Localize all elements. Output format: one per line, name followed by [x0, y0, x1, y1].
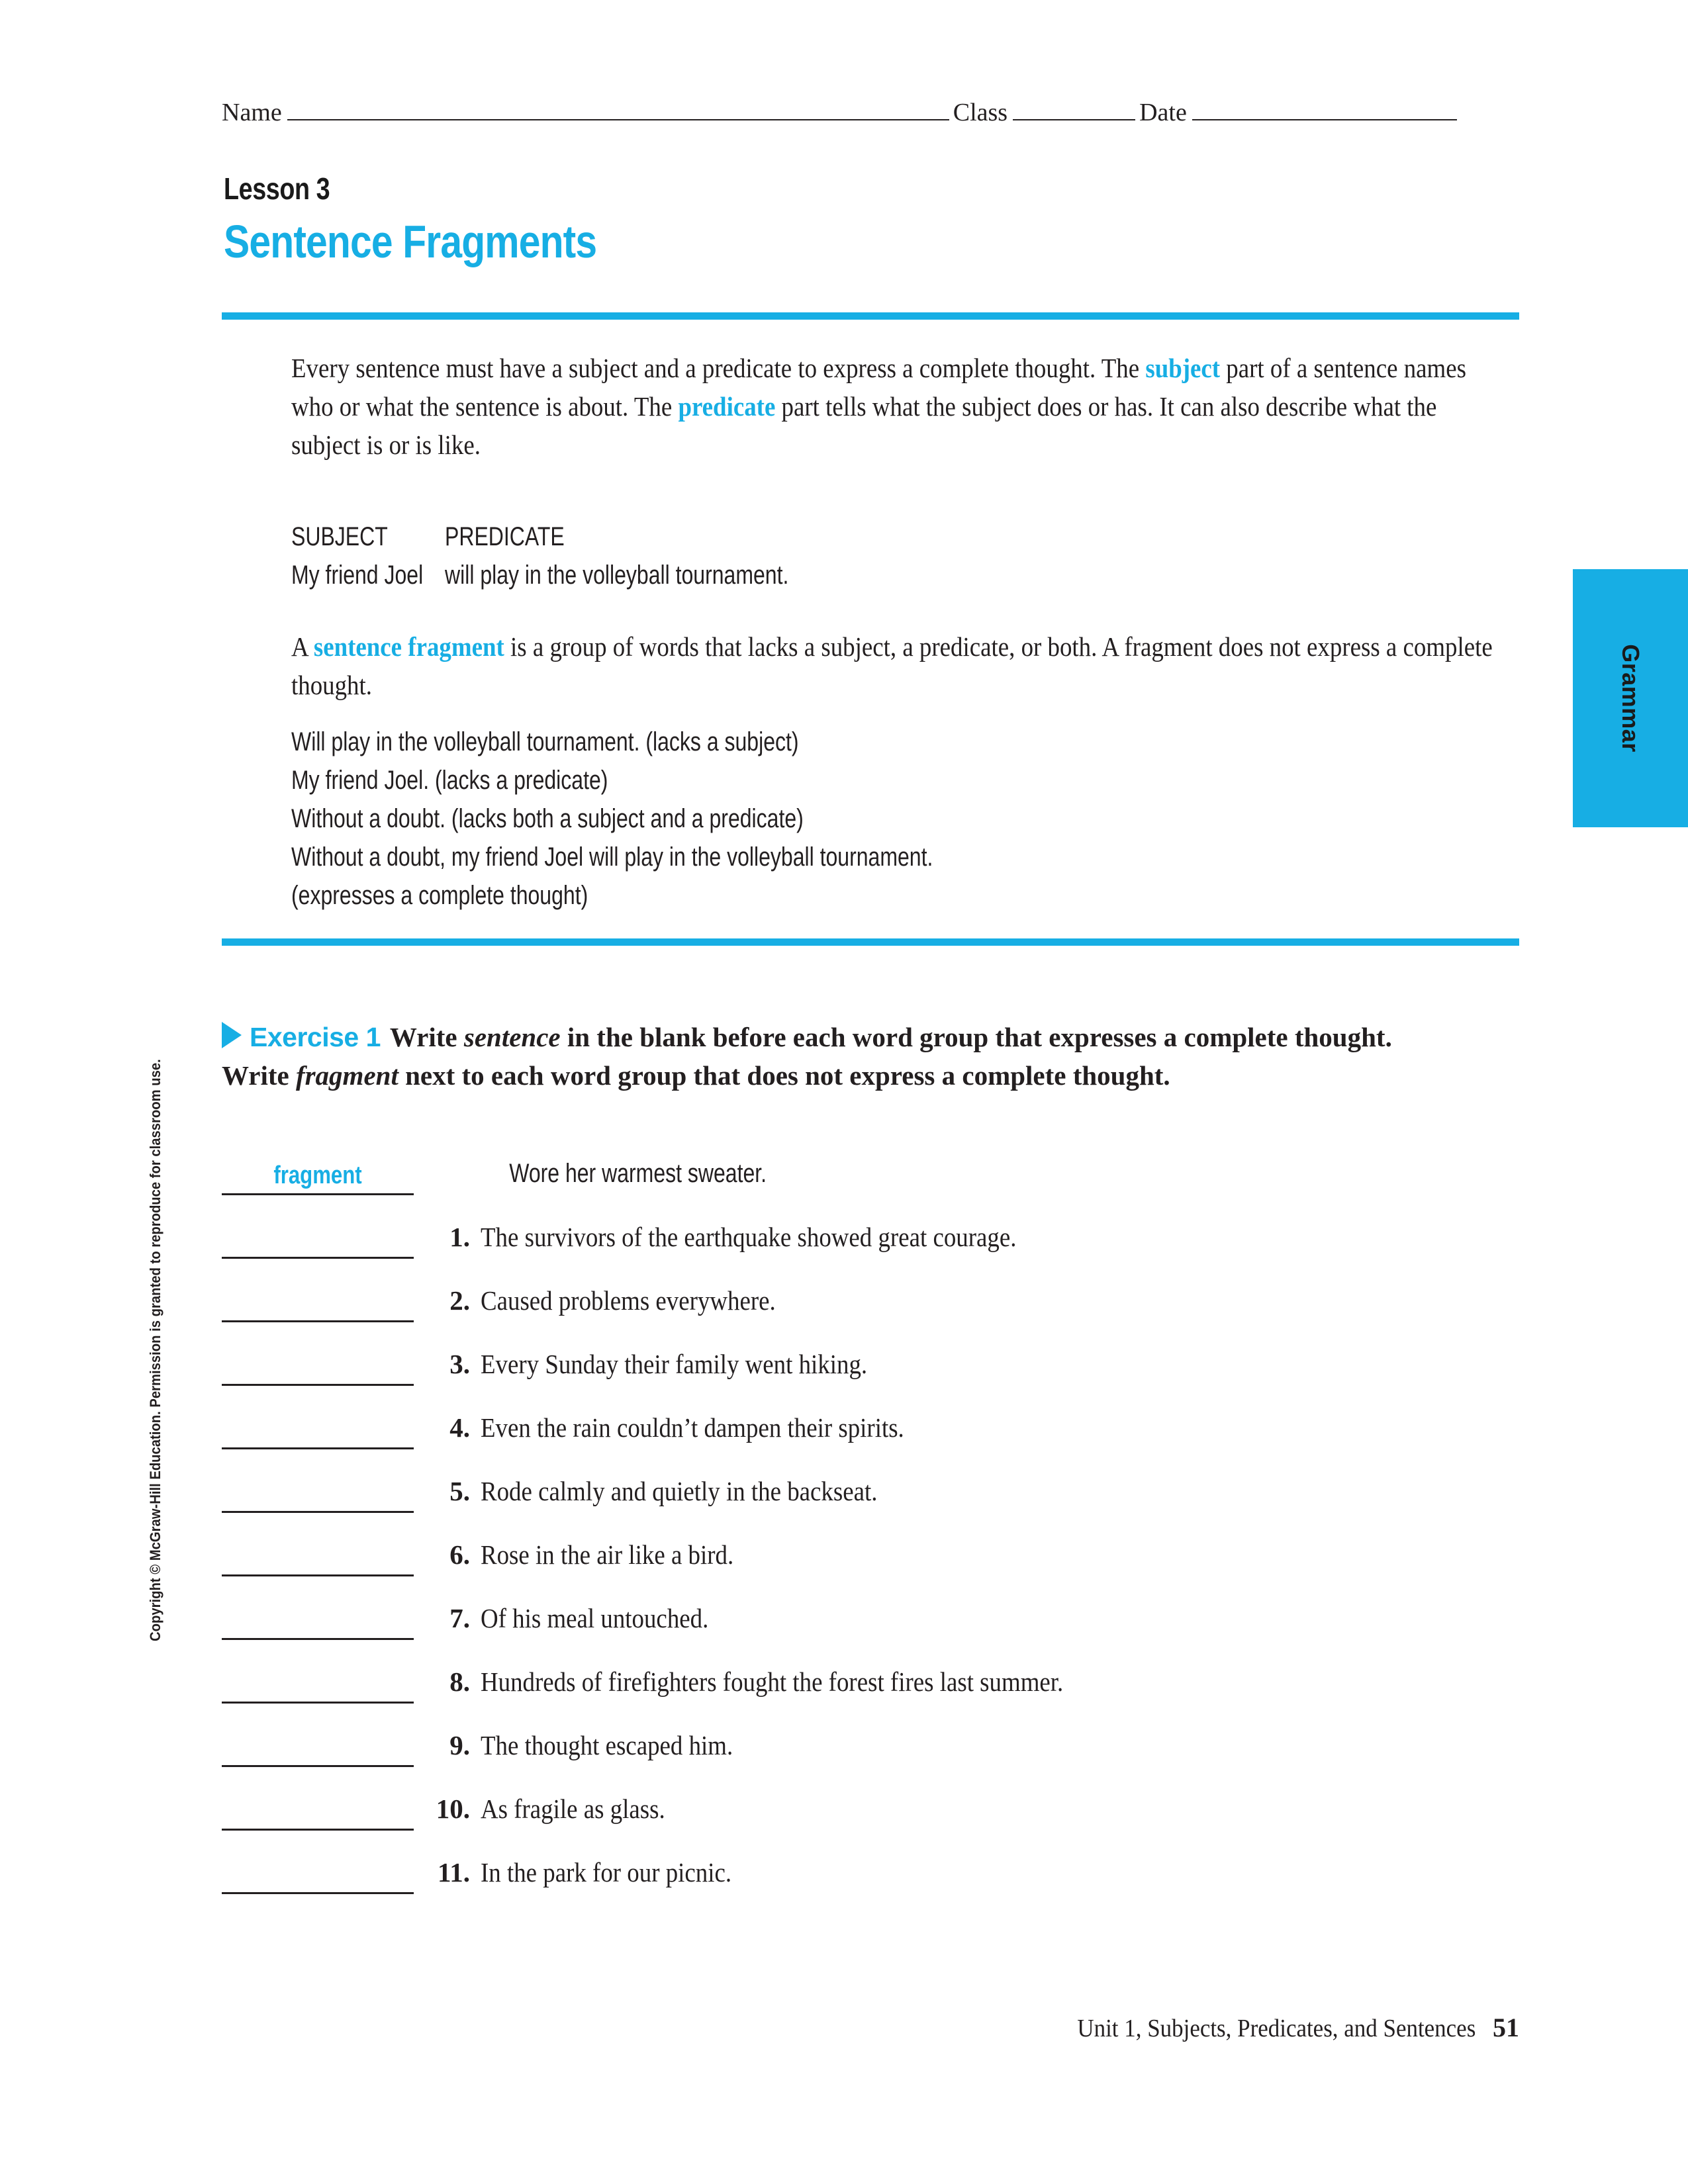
answer-blank-rule [222, 1765, 414, 1767]
directions-text-b: in the blank before each word group that expresses a complete thought. Write [222, 1022, 1392, 1091]
item-text: As fragile as glass. [481, 1794, 665, 1824]
list-item [222, 1725, 1479, 1788]
exercise-number-label: Exercise 1 [250, 1022, 381, 1052]
answer-blank-rule [222, 1193, 414, 1195]
list-item [222, 1852, 1479, 1915]
item-number: 2. [449, 1285, 470, 1316]
item-text: The thought escaped him. [481, 1730, 733, 1760]
item-number: 4. [449, 1412, 470, 1443]
student-info-header [222, 98, 1519, 127]
item-text: Wore her warmest sweater. [509, 1159, 767, 1188]
answer-blank[interactable] [222, 1280, 424, 1326]
top-blue-divider [222, 312, 1519, 320]
answer-blank-rule [222, 1638, 414, 1640]
grammar-side-tab-label: Grammar [1617, 644, 1644, 752]
fragment-example-line: Without a doubt. (lacks both a subject and a predicate) [291, 804, 804, 833]
directions-text-a: Write [389, 1022, 464, 1052]
answer-blank-rule [222, 1320, 414, 1322]
table-cell-subject: My friend Joel [291, 561, 424, 590]
item-text: Caused problems everywhere. [481, 1285, 776, 1316]
answer-blank-rule [222, 1384, 414, 1386]
class-blank-rule[interactable] [1013, 118, 1135, 120]
table-header-subject: SUBJECT [291, 522, 388, 551]
answer-blank[interactable] [222, 1153, 424, 1199]
answer-blank[interactable] [222, 1598, 424, 1644]
directions-emphasis-fragment: fragment [295, 1060, 399, 1091]
lesson-label: Lesson 3 [224, 171, 330, 206]
subject-predicate-table [291, 518, 913, 594]
list-item [222, 1343, 1479, 1407]
list-item [222, 1216, 1479, 1280]
answer-blank-rule [222, 1702, 414, 1704]
answer-blank[interactable] [222, 1725, 424, 1771]
keyword-sentence-fragment: sentence fragment [313, 631, 504, 662]
fragment-example-line: My friend Joel. (lacks a predicate) [291, 766, 608, 795]
keyword-predicate: predicate [678, 391, 776, 422]
instruction-p1-text-c: part tells what the subject does or has. It can also describe what the subject is or is like. [291, 391, 1437, 460]
table-row [291, 556, 913, 594]
item-number: 11. [438, 1857, 470, 1888]
instruction-paragraph-2 [291, 627, 1503, 704]
item-number: 3. [449, 1349, 470, 1379]
bottom-blue-divider [222, 938, 1519, 946]
list-item [222, 1153, 1479, 1216]
fragment-example-line: Will play in the volleyball tournament. (lacks a subject) [291, 727, 799, 756]
answer-blank[interactable] [222, 1343, 424, 1390]
answer-blank[interactable] [222, 1471, 424, 1517]
name-label: Name [222, 99, 282, 126]
directions-emphasis-sentence: sentence [463, 1022, 561, 1052]
copyright-text: Copyright © McGraw-Hill Education. Permission is granted to reproduce for classroom use. [147, 1059, 164, 1641]
list-item [222, 1661, 1479, 1725]
answer-blank[interactable] [222, 1534, 424, 1580]
answer-blank-rule [222, 1257, 414, 1259]
page-title: Sentence Fragments [224, 216, 597, 267]
fragment-examples-list [291, 723, 1549, 915]
item-number: 10. [436, 1794, 470, 1824]
item-text: Even the rain couldn’t dampen their spirits. [481, 1412, 904, 1443]
list-item [222, 1471, 1479, 1534]
instruction-p1-text-a: Every sentence must have a subject and a predicate to express a complete thought. The [291, 353, 1146, 383]
keyword-subject: subject [1145, 353, 1221, 383]
answer-value: fragment [273, 1161, 362, 1189]
name-blank-rule[interactable] [287, 118, 949, 120]
exercise-items-list [222, 1153, 1479, 1915]
fragment-example-line: Without a doubt, my friend Joel will play in the volleyball tournament. [291, 842, 933, 872]
list-item [222, 1407, 1479, 1471]
answer-blank-rule [222, 1511, 414, 1513]
answer-blank[interactable] [222, 1788, 424, 1835]
grammar-side-tab [1573, 569, 1688, 827]
item-number: 5. [449, 1476, 470, 1506]
list-item [222, 1788, 1479, 1852]
page-number: 51 [1493, 2013, 1519, 2042]
class-label: Class [953, 99, 1008, 126]
answer-blank-rule [222, 1574, 414, 1576]
footer-unit-text: Unit 1, Subjects, Predicates, and Sentences [1077, 2015, 1476, 2042]
instruction-p1-text-b: part of a sentence names who or what the sentence is about. The [291, 353, 1466, 422]
item-number: 7. [449, 1603, 470, 1633]
exercise-directions [222, 1018, 1407, 1095]
list-item [222, 1598, 1479, 1661]
answer-blank-rule [222, 1447, 414, 1449]
item-number: 9. [449, 1730, 470, 1760]
item-number: 8. [449, 1666, 470, 1697]
item-text: In the park for our picnic. [481, 1857, 732, 1888]
item-text: Every Sunday their family went hiking. [481, 1349, 868, 1379]
fragment-example-line: (expresses a complete thought) [291, 881, 588, 910]
page-footer [0, 2012, 1519, 2043]
date-blank-rule[interactable] [1192, 118, 1457, 120]
item-number: 6. [449, 1539, 470, 1570]
copyright-notice [147, 371, 173, 1641]
table-cell-predicate: will play in the volleyball tournament. [445, 561, 789, 590]
list-item [222, 1280, 1479, 1343]
table-header-row [291, 518, 913, 556]
item-text: Hundreds of firefighters fought the forest fires last summer. [481, 1666, 1064, 1697]
table-header-predicate: PREDICATE [445, 522, 565, 551]
instruction-p2-text-a: A [291, 631, 314, 662]
instruction-p2-text-b: is a group of words that lacks a subject, a predicate, or both. A fragment does not express a complete thought. [291, 631, 1493, 700]
answer-blank-rule [222, 1829, 414, 1831]
answer-blank[interactable] [222, 1407, 424, 1453]
item-text: Rode calmly and quietly in the backseat. [481, 1476, 878, 1506]
list-item [222, 1534, 1479, 1598]
item-number: 1. [449, 1222, 470, 1252]
date-label: Date [1139, 99, 1187, 126]
item-text: Of his meal untouched. [481, 1603, 709, 1633]
answer-blank[interactable] [222, 1852, 424, 1898]
item-text: Rose in the air like a bird. [481, 1539, 734, 1570]
answer-blank[interactable] [222, 1661, 424, 1707]
answer-blank[interactable] [222, 1216, 424, 1263]
exercise-triangle-icon [222, 1022, 242, 1048]
item-text: The survivors of the earthquake showed great courage. [481, 1222, 1017, 1252]
answer-blank-rule [222, 1892, 414, 1894]
directions-text-c: next to each word group that does not express a complete thought. [398, 1060, 1170, 1091]
instruction-paragraph-1 [291, 349, 1503, 464]
